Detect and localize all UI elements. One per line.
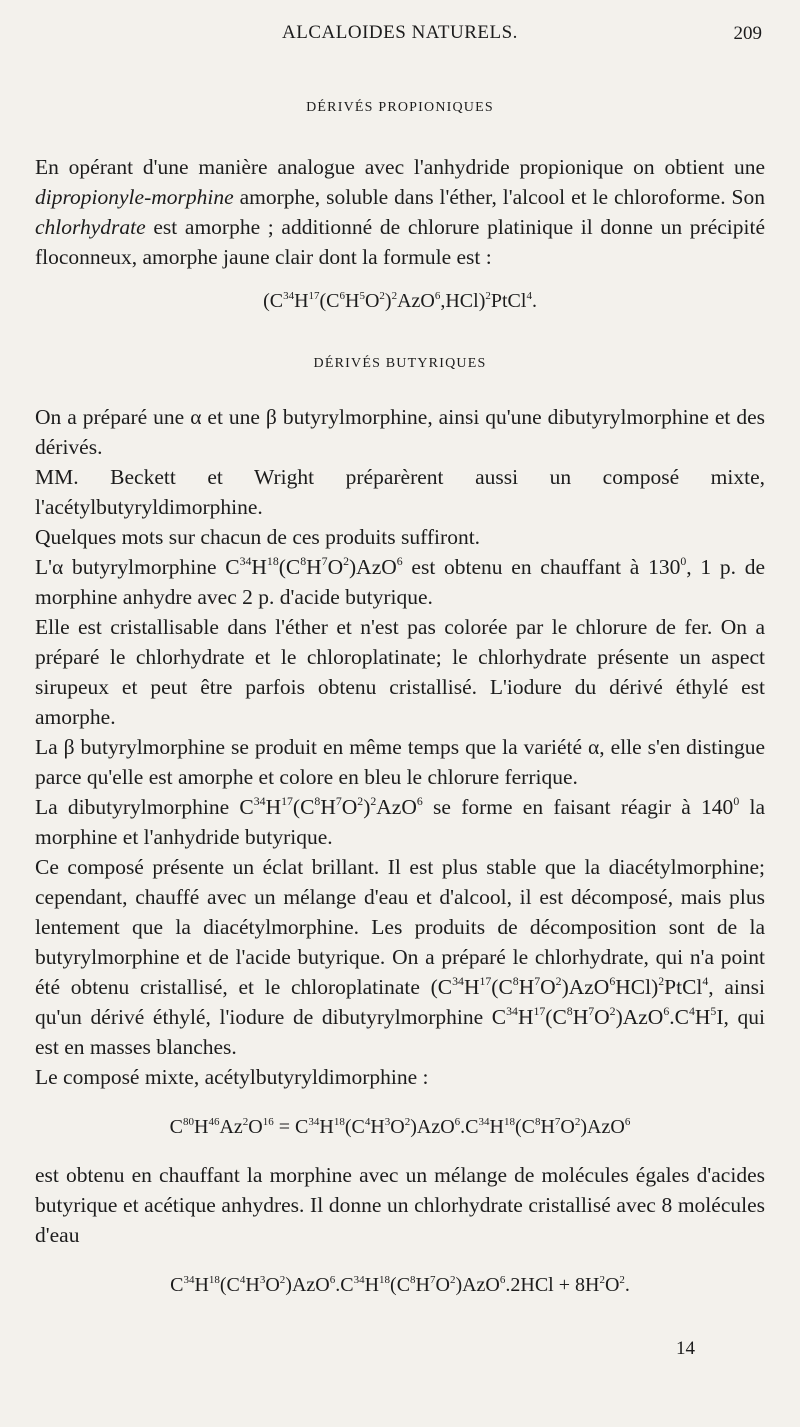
section-title-butyriques: DÉRIVÉS BUTYRIQUES bbox=[313, 356, 487, 371]
italic-term: chlorhydrate bbox=[35, 215, 146, 239]
formula-chloroplatinate: $(C^{34}H^{17}(C^6H^5O^2)^2AzO^6,HCl)^2PtCl^4$. bbox=[263, 289, 537, 312]
paragraph: Le composé mixte, acétylbutyryldimorphine : bbox=[35, 1065, 429, 1089]
italic-term: dipropionyle-morphine bbox=[35, 185, 234, 209]
signature-mark: 14 bbox=[676, 1338, 695, 1359]
paragraph: On a préparé une α et une β butyrylmorphine, ainsi qu'une dibutyrylmorphine et des dérivés. bbox=[35, 405, 765, 459]
running-title: ALCALOIDES NATURELS. bbox=[282, 22, 518, 43]
paragraph: Ce composé présente un éclat brillant. Il est plus stable que la diacétylmorphine; cependant, chauffé avec un mélange d'eau et d'alcool, il est décomposé, mais plus lentement que la diacétylmorphine. Les produits de décomposition sont de la butyrylmorphine et de l'acide butyrique. On a préparé le chlorhydrate, qui n'a point été obtenu cristallisé, et le chloroplatinate $(C^{34}H^{17}(C^8H^7O^2)AzO^6HCl)^2PtCl^4$, ainsi qu'un dérivé éthylé, l'iodure de dibutyrylmorphine $C^{34}H^{17}(C^8H^7O^2)AzO^6.C^4H^5I$, qui est en masses blanches. bbox=[35, 855, 765, 1059]
page-header bbox=[0, 22, 800, 52]
paragraph: est obtenu en chauffant la morphine avec un mélange de molécules égales d'acides butyrique et acétique anhydres. Il donne un chlorhydrate cristallisé avec 8 molécules d'eau bbox=[35, 1163, 765, 1247]
body-text bbox=[35, 100, 765, 1300]
paragraph: La dibutyrylmorphine $C^{34}H^{17}(C^8H^7O^2)^2AzO^6$ se forme en faisant réagir à $140^0$ la morphine et l'anhydride butyrique. bbox=[35, 794, 765, 849]
page-number: 209 bbox=[733, 23, 762, 44]
paragraph: La β butyrylmorphine se produit en même temps que la variété α, elle s'en distingue parce qu'elle est amorphe et colore en bleu le chlorure ferrique. bbox=[35, 735, 765, 789]
paragraph: Quelques mots sur chacun de ces produits suffiront. bbox=[35, 525, 481, 549]
formula-acetylbutyryldimorphine: $C^{80}H^{46}Az^2O^{16} = C^{34}H^{18}(C^4H^3O^2)AzO^6.C^{34}H^{18}(C^8H^7O^2)AzO^6$ bbox=[169, 1115, 631, 1138]
paragraph: L'α butyrylmorphine $C^{34}H^{18}(C^8H^7O^2)AzO^6$ est obtenu en chauffant à $130^0$, 1 p. de morphine anhydre avec 2 p. d'acide butyrique. bbox=[35, 554, 765, 609]
formula-chlorhydrate: $C^{34}H^{18}(C^4H^3O^2)AzO^6.C^{34}H^{18}(C^8H^7O^2)AzO^6.2HCl + 8H^2O^2$. bbox=[170, 1273, 630, 1296]
section-title-propioniques: DÉRIVÉS PROPIONIQUES bbox=[306, 100, 494, 115]
paragraph: En opérant d'une manière analogue avec l'anhydride propionique on obtient une dipropionyle-morphine amorphe, soluble dans l'éther, l'alcool et le chloroforme. Son chlorhydrate est amorphe ; additionné de chlorure platinique il donne un précipité floconneux, amorphe jaune clair dont la formule est : bbox=[35, 155, 765, 269]
paragraph: Elle est cristallisable dans l'éther et n'est pas colorée par le chlorure de fer. On a préparé le chlorhydrate et le chloroplatinate; le chlorhydrate présente un aspect sirupeux et peut être parfois obtenu cristallisé. L'iodure du dérivé éthylé est amorphe. bbox=[35, 615, 765, 729]
paragraph: MM. Beckett et Wright préparèrent aussi un composé mixte, l'acétylbutyryldimorphine. bbox=[35, 465, 765, 519]
